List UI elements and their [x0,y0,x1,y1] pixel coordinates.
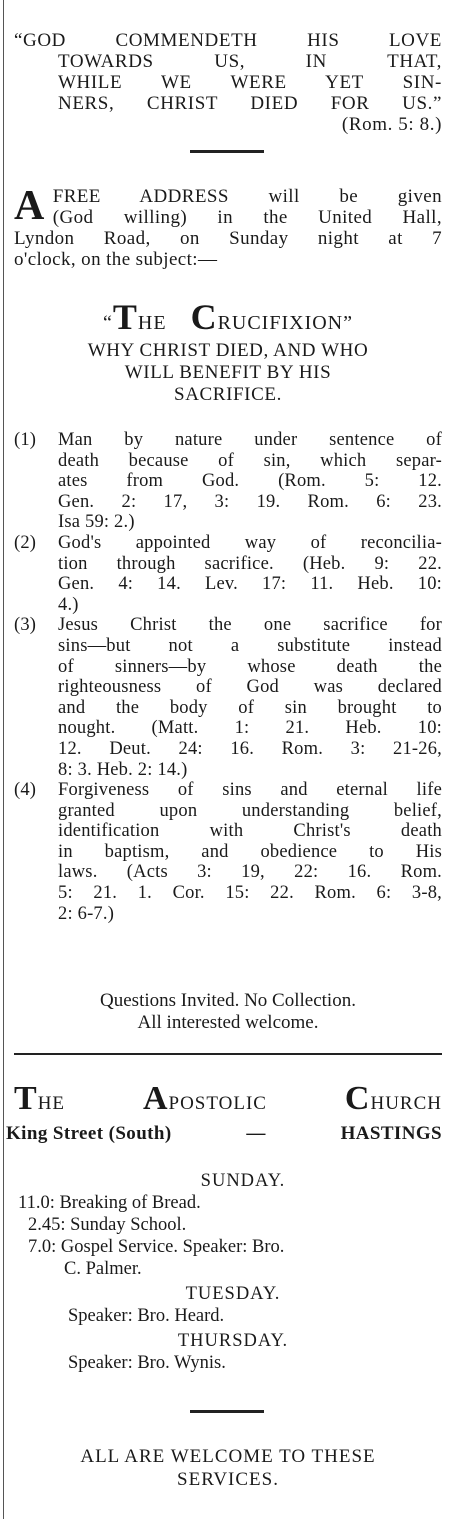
point-text: Forgiveness of sins and eternal life [58,780,442,801]
welcome-line-2: SERVICES. [177,1469,279,1490]
point-number [14,698,58,719]
sunday-heading: SUNDAY. [200,1171,286,1191]
point-line [14,615,442,636]
address-line-1: FREE ADDRESS will be given [52,186,442,207]
point-line [14,862,442,883]
dropcap-letter: A [14,183,45,229]
point-number [14,471,58,492]
quote-reference: (Rom. 5: 8.) [341,114,442,135]
point-line [14,718,442,739]
point-line [14,512,442,533]
point-text: nought. (Matt. 1: 21. Heb. 10: [58,718,442,739]
quote-line-3: WHILE WE WERE YET SIN- [58,72,442,93]
subheading-line-2: WILL BENEFIT BY HIS [124,362,332,383]
questions-notice [14,990,442,1034]
subject-title [14,296,442,338]
point-line [14,698,442,719]
point-text: granted upon understanding belief, [58,800,442,821]
subheading-line-1: WHY CHRIST DIED, AND WHO [87,340,369,361]
welcome-line-1: ALL ARE WELCOME TO THESE [80,1446,376,1467]
point-number [14,718,58,739]
address-line-4: o'clock, on the subject:— [14,249,218,270]
point-line [14,904,442,925]
point-text: death because of sin, which separ- [58,450,442,471]
scripture-quote [14,30,442,135]
church-rest-hurch: HURCH [370,1093,442,1114]
subheading-line-3: SACRIFICE. [174,384,282,405]
thursday-speaker: Speaker: Bro. Wynis. [68,1353,226,1373]
section-divider [190,150,264,153]
point-text: of sinners—by whose death the [58,656,442,677]
town-name: HASTINGS [340,1123,442,1144]
point-text: Man by nature under sentence of [58,430,442,450]
point-number: (1) [14,430,37,450]
point-number [14,801,58,822]
point-text: tion through sacrifice. (Heb. 9: 22. [58,553,442,574]
point-line [14,430,442,451]
point-text: Jesus Christ the one sacrifice for [58,615,442,636]
point-number [14,883,58,904]
point-number [14,595,58,616]
sunday-item-4: C. Palmer. [64,1259,142,1279]
church-rest-he: HE [37,1093,66,1114]
church-location [6,1123,442,1145]
point-number [14,636,58,657]
point-number [14,862,58,883]
point-line [14,533,442,554]
point-line [14,677,442,698]
welcome-notice [14,1445,442,1491]
title-rest-crucifixion: RUCIFIXION” [217,312,353,334]
point-number [14,821,58,842]
church-cap-c: C [344,1080,371,1117]
point-text: identification with Christ's death [58,821,442,842]
point-line [14,492,442,513]
point-text: Gen. 2: 17, 3: 19. Rom. 6: 23. [58,491,442,512]
point-text: sins—but not a substitute instead [58,635,442,656]
notice-line-2: All interested welcome. [137,1012,319,1033]
point-line [14,739,442,760]
point-line [14,883,442,904]
church-cap-a: A [142,1080,169,1117]
point-text: 12. Deut. 24: 16. Rom. 3: 21-26, [58,738,442,759]
sunday-item-3: 7.0: Gospel Service. Speaker: Bro. [28,1237,285,1257]
quote-line-1: “GOD COMMENDETH HIS LOVE [14,30,442,51]
title-open-quote: “ [102,312,113,334]
point-line [14,821,442,842]
point-text: righteousness of God was declared [58,677,442,698]
quote-line-4: NERS, CHRIST DIED FOR US.” [58,93,442,114]
point-line [14,801,442,822]
point-number [14,842,58,863]
point-line [14,471,442,492]
point-text: 2: 6-7.) [58,903,115,924]
street-name: King Street (South) [6,1123,172,1144]
point-number: (2) [14,532,37,553]
advert-separator [14,1053,442,1055]
point-line [14,657,442,678]
point-text: Isa 59: 2.) [58,512,135,533]
free-address-paragraph [14,183,442,270]
point-text: 4.) [58,594,79,615]
point-line [14,760,442,781]
point-line [14,780,442,801]
location-dash: — [246,1123,266,1144]
church-cap-t: T [14,1080,38,1117]
point-number [14,739,58,760]
church-rest-apostolic: POSTOLIC [168,1093,267,1114]
schedule-divider [190,1410,264,1413]
notice-line-1: Questions Invited. No Collection. [100,990,356,1011]
point-text: in baptism, and obedience to His [58,841,442,862]
quote-line-2: TOWARDS US, IN THAT, [58,51,442,72]
tuesday-speaker: Speaker: Bro. Heard. [68,1306,225,1326]
point-number [14,677,58,698]
subheading [14,340,442,406]
point-text: Gen. 4: 14. Lev. 17: 11. Heb. 10: [58,574,442,595]
point-line [14,554,442,575]
point-text: ates from God. (Rom. 5: 12. [58,471,442,492]
point-number [14,904,58,925]
point-text: 5: 21. 1. Cor. 15: 22. Rom. 6: 3-8, [58,883,442,904]
column-left-border [3,0,4,1519]
service-schedule [14,1170,442,1374]
address-line-2: (God willing) in the United Hall, [52,207,442,228]
point-number: (3) [14,615,37,636]
numbered-points [14,430,442,924]
title-rest-he: HE [137,312,167,334]
thursday-heading: THURSDAY. [177,1331,289,1351]
point-number [14,451,58,472]
point-text: God's appointed way of reconcilia- [58,532,442,553]
point-number: (4) [14,780,37,801]
tuesday-heading: TUESDAY. [185,1284,281,1304]
point-number [14,554,58,575]
title-cap-c: C [190,297,218,337]
point-line [14,451,442,472]
point-text: and the body of sin brought to [58,697,442,718]
address-line-3: Lyndon Road, on Sunday night at 7 [14,228,442,249]
point-number [14,657,58,678]
point-number [14,512,58,533]
point-number [14,574,58,595]
point-number [14,760,58,781]
sunday-item-2: 2.45: Sunday School. [28,1215,187,1235]
point-text: 8: 3. Heb. 2: 14.) [58,759,188,780]
point-line [14,636,442,657]
title-cap-t: T [112,297,138,337]
sunday-item-1: 11.0: Breaking of Bread. [18,1193,201,1213]
point-line [14,842,442,863]
point-number [14,492,58,513]
point-text: laws. (Acts 3: 19, 22: 16. Rom. [58,862,442,883]
point-line [14,574,442,595]
church-name [14,1080,442,1118]
point-line [14,595,442,616]
